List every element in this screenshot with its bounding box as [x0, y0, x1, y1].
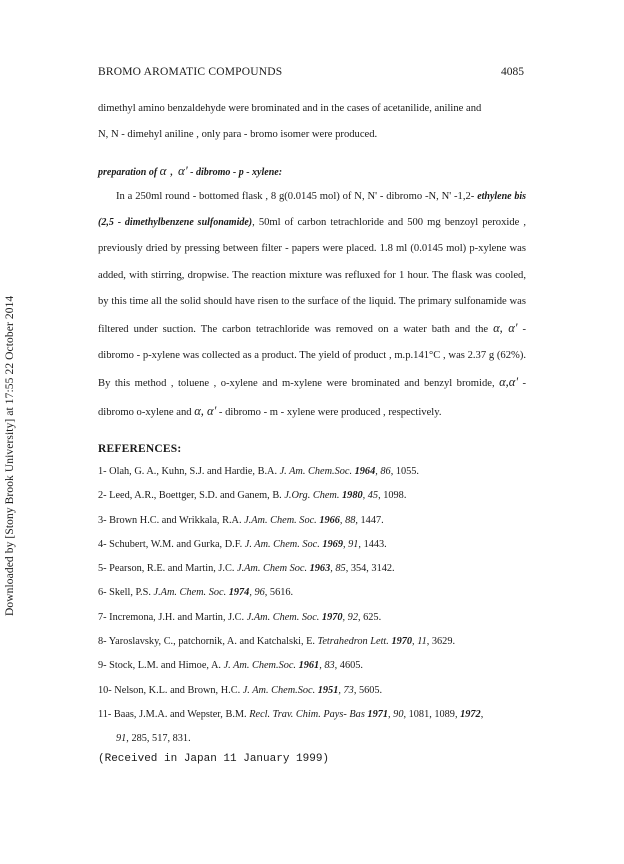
reference-journal: J.Org. Chem. [284, 490, 340, 502]
reference-item [98, 484, 528, 508]
reference-number: 5- [98, 563, 107, 575]
procedure-sentence: - dibromo - m - xylene were produced , respectively. [216, 406, 442, 418]
reference-pages: , 1447. [355, 514, 384, 526]
reference-item [98, 581, 528, 605]
reference-pages: , 4605. [334, 660, 363, 672]
procedure-sentence: In a 250ml round - bottomed flask , 8 g(0.0145 mol) of N, N' - dibromo -N, N' -1,2- [116, 191, 475, 202]
reference-year: 1970 [388, 636, 413, 648]
reference-number: 9- [98, 660, 107, 672]
reference-authors: Schubert, W.M. and Gurka, D.F. [106, 538, 245, 550]
reference-journal: Tetrahedron Lett. [317, 636, 389, 648]
section-heading-suffix: - dibromo - p - xylene: [187, 167, 283, 178]
reference-year: 1971 [364, 708, 389, 720]
reference-number: 8- [98, 636, 107, 648]
procedure-paragraph [98, 184, 526, 426]
reference-volume: , 85 [330, 563, 346, 575]
procedure-sentence: , 50ml of carbon tetrachloride and 500 mg benzoyl peroxide , previously dried by pressing between filter - papers were placed. 1.8 ml (0.0145 mol) p-xylene was added, with stirring, dropwise. The reaction mixture was refluxed for 1 hour. The flask was cooled, by this time all the solid should have risen to the surface of the liquid. The primary sulfonamide was filtered under suction. The carbon tetrachloride was removed on a water bath and the [98, 217, 526, 336]
reference-volume: , 91 [342, 538, 359, 550]
reference-number: 4- [98, 538, 107, 550]
reference-journal: J.Am. Chem. Soc. [244, 514, 317, 526]
reference-item [98, 557, 528, 581]
procedure-sentence: - dibromo - p-xylene was collected as a product. The yield of product , m.p.141°C , was 2.37 g (62%). By this method , toluene , o-xylene and m-xylene were brominated and benzyl bromide, [98, 324, 526, 390]
reference-separator: , [480, 708, 484, 720]
reference-year: 1980 [339, 490, 363, 502]
reference-pages: , 1055. [390, 466, 420, 477]
reference-pages: , 285, 517, 831. [126, 733, 191, 745]
reference-volume: , 73 [338, 684, 354, 696]
reference-authors: Pearson, R.E. and Martin, J.C. [106, 563, 237, 575]
reference-volume: , 96 [249, 587, 265, 599]
reference-pages: , 625. [357, 611, 382, 623]
reference-item [98, 460, 528, 484]
received-date: (Received in Japan 11 January 1999) [98, 753, 330, 765]
download-watermark: Downloaded by [Stony Brook University] at 17:55 22 October 2014 [4, 295, 16, 616]
procedure-sentence: - dibromo o-xylene and [98, 378, 526, 418]
alpha-prime-symbol: α' [178, 163, 188, 178]
reference-year: 1964 [352, 466, 376, 477]
reference-pages: , 1098. [378, 490, 407, 502]
reference-volume: , 92 [342, 611, 358, 623]
alpha-alpha-prime: α, α' [493, 321, 518, 336]
reference-item [98, 654, 528, 678]
reference-authors: Incremona, J.H. and Martin, J.C. [106, 611, 247, 623]
reference-authors: Nelson, K.L. and Brown, H.C. [111, 684, 243, 696]
reference-year: 1963 [307, 563, 331, 575]
reference-item [98, 533, 528, 557]
intro-paragraph [98, 96, 526, 148]
reference-item [98, 509, 528, 533]
reference-journal: Recl. Trav. Chim. Pays- Bas [249, 708, 365, 720]
reference-volume: 91 [116, 733, 127, 745]
reference-volume: , 11 [412, 636, 427, 648]
reference-year: 1972 [460, 708, 481, 720]
reference-item [98, 606, 528, 630]
reference-authors: Skell, P.S. [106, 587, 154, 599]
section-heading [98, 163, 282, 179]
reference-item [98, 630, 528, 654]
reference-authors: Olah, G. A., Kuhn, S.J. and Hardie, B.A. [106, 466, 280, 477]
reference-volume: , 86 [375, 466, 391, 477]
reference-item-continuation [98, 727, 528, 751]
reference-volume: , 83 [319, 660, 335, 672]
reference-journal: J. Am. Chem.Soc. [223, 660, 297, 672]
reference-volume: , 88 [339, 514, 356, 526]
references-heading: REFERENCES: [98, 443, 182, 455]
reference-year: 1969 [319, 538, 343, 550]
reference-number: 3- [98, 514, 107, 526]
reference-pages: , 1081, 1089, [403, 708, 461, 720]
alpha-alpha-prime: α, α' [194, 403, 217, 418]
reference-year: 1966 [316, 514, 340, 526]
page-number: 4085 [501, 66, 524, 78]
reference-number: 2- [98, 490, 107, 502]
reference-authors: Leed, A.R., Boettger, S.D. and Ganem, B. [106, 490, 285, 502]
reference-volume: , 90 [388, 708, 404, 720]
reference-item [98, 679, 528, 703]
reference-year: 1974 [226, 587, 250, 599]
reference-volume: , 45 [362, 490, 379, 502]
reference-year: 1961 [296, 660, 320, 672]
reference-authors: Yaroslavsky, C., patchornik, A. and Katchalski, E. [106, 636, 318, 648]
reference-item [98, 703, 528, 727]
alpha-symbol: α , [159, 163, 173, 178]
reference-journal: J. Am. Chem.Soc. [279, 466, 353, 477]
reference-number: 7- [98, 611, 107, 623]
reference-pages: , 5616. [264, 587, 294, 599]
reference-journal: J. Am. Chem. Soc. [244, 538, 320, 550]
reagent-name: ethylene bis (2,5 - dimethylbenzene sulfonamide) [98, 191, 526, 229]
reference-journal: J. Am. Chem.Soc. [242, 684, 316, 696]
reference-number: 6- [98, 587, 107, 599]
reference-pages: , 1443. [358, 538, 387, 550]
intro-line: dimethyl amino benzaldehyde were brominated and in the cases of acetanilide, aniline and [98, 103, 482, 114]
reference-pages: , 3629. [426, 636, 456, 648]
reference-authors: Brown H.C. and Wrikkala, R.A. [106, 514, 245, 526]
reference-journal: J.Am. Chem. Soc. [153, 587, 227, 599]
alpha-alpha-prime: α,α' [499, 375, 518, 390]
reference-year: 1951 [315, 684, 339, 696]
reference-journal: J.Am. Chem. Soc. [246, 611, 320, 623]
references-list [98, 460, 528, 752]
reference-pages: , 354, 3142. [345, 563, 395, 575]
reference-number: 10- [98, 684, 112, 696]
section-heading-prefix: preparation of [98, 167, 160, 178]
running-title: BROMO AROMATIC COMPOUNDS [98, 66, 283, 78]
procedure-text [98, 184, 526, 426]
reference-journal: J.Am. Chem Soc. [237, 563, 308, 575]
intro-line: N, N - dimehyl aniline , only para - bromo isomer were produced. [98, 129, 378, 140]
reference-number: 11- [98, 708, 112, 720]
reference-authors: Stock, L.M. and Himoe, A. [106, 660, 224, 672]
reference-pages: , 5605. [353, 684, 383, 696]
reference-authors: Baas, J.M.A. and Wepster, B.M. [111, 708, 250, 720]
reference-number: 1- [98, 466, 107, 477]
reference-year: 1970 [319, 611, 343, 623]
